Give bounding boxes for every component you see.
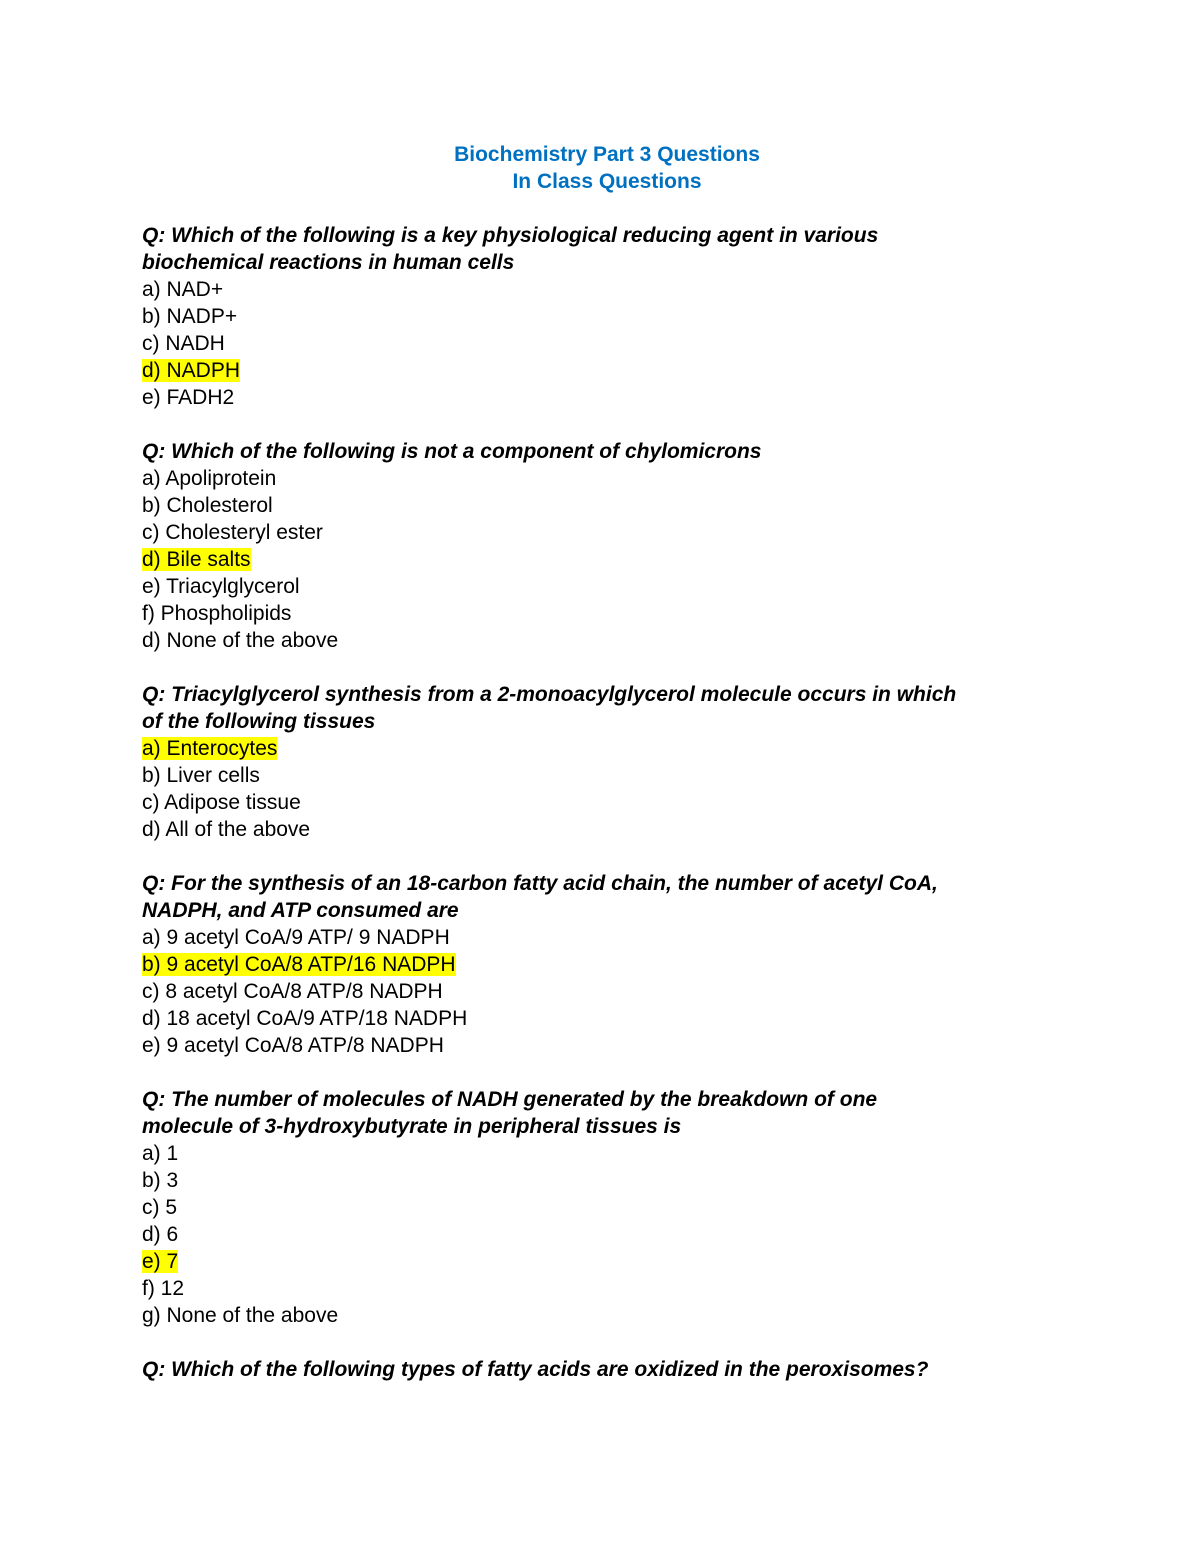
answer-option-text: b) 9 acetyl CoA/8 ATP/16 NADPH: [142, 953, 456, 976]
answer-option-text: g) None of the above: [142, 1304, 339, 1327]
answer-option-text: d) All of the above: [142, 818, 311, 841]
answer-option: [142, 573, 1072, 600]
answer-option-text: a) Enterocytes: [142, 737, 278, 760]
answer-option-text: f) Phospholipids: [142, 602, 292, 625]
document-title: Biochemistry Part 3 Questions: [454, 143, 760, 166]
answer-option-text: b) 3: [142, 1169, 179, 1192]
answer-option-text: c) Cholesteryl ester: [142, 521, 323, 544]
answer-option-text: d) Bile salts: [142, 548, 251, 571]
answer-option-text: d) NADPH: [142, 359, 241, 382]
answer-option: [142, 924, 1072, 951]
question-list: [142, 222, 1072, 1383]
question-text: Q: Which of the following is not a component of chylomicrons: [142, 440, 762, 463]
answer-option-text: d) 6: [142, 1223, 179, 1246]
question-text: Q: The number of molecules of NADH generated by the breakdown of one: [142, 1088, 878, 1111]
question-block: [142, 1086, 1072, 1329]
answer-option: [142, 627, 1072, 654]
answer-option-highlighted: [142, 357, 1072, 384]
question-block: [142, 870, 1072, 1059]
answer-option: [142, 816, 1072, 843]
answer-option-text: e) 7: [142, 1250, 179, 1273]
answer-option: [142, 1221, 1072, 1248]
question-text: molecule of 3-hydroxybutyrate in peripheral tissues is: [142, 1115, 682, 1138]
answer-option: [142, 1167, 1072, 1194]
answer-option: [142, 1005, 1072, 1032]
answer-option-text: b) NADP+: [142, 305, 238, 328]
answer-option-text: d) 18 acetyl CoA/9 ATP/18 NADPH: [142, 1007, 468, 1030]
answer-option: [142, 1275, 1072, 1302]
question-block: [142, 681, 1072, 843]
question-text: Q: Which of the following is a key physiological reducing agent in various: [142, 224, 879, 247]
question-text: Q: Triacylglycerol synthesis from a 2-monoacylglycerol molecule occurs in which: [142, 683, 957, 706]
answer-option: [142, 1194, 1072, 1221]
question-text: of the following tissues: [142, 710, 376, 733]
document-page: [142, 141, 1072, 1410]
answer-option: [142, 600, 1072, 627]
question-text: biochemical reactions in human cells: [142, 251, 515, 274]
answer-option-text: a) NAD+: [142, 278, 224, 301]
answer-option: [142, 465, 1072, 492]
answer-option-text: e) Triacylglycerol: [142, 575, 300, 598]
answer-option-highlighted: [142, 546, 1072, 573]
answer-option-highlighted: [142, 735, 1072, 762]
answer-option: [142, 1140, 1072, 1167]
answer-option-text: a) Apoliprotein: [142, 467, 277, 490]
answer-option-text: c) Adipose tissue: [142, 791, 301, 814]
answer-option-text: c) 8 acetyl CoA/8 ATP/8 NADPH: [142, 980, 443, 1003]
question-block: [142, 222, 1072, 411]
answer-option: [142, 1032, 1072, 1059]
answer-option-text: c) NADH: [142, 332, 225, 355]
answer-option-highlighted: [142, 1248, 1072, 1275]
answer-option: [142, 519, 1072, 546]
answer-option-text: a) 9 acetyl CoA/9 ATP/ 9 NADPH: [142, 926, 450, 949]
answer-option-text: a) 1: [142, 1142, 179, 1165]
question-block: [142, 438, 1072, 654]
answer-option: [142, 1302, 1072, 1329]
title-block: [142, 141, 1072, 195]
answer-option-text: c) 5: [142, 1196, 178, 1219]
question-text: Q: For the synthesis of an 18-carbon fatty acid chain, the number of acetyl CoA,: [142, 872, 938, 895]
answer-option: [142, 978, 1072, 1005]
answer-option: [142, 303, 1072, 330]
document-subtitle: In Class Questions: [512, 170, 702, 193]
answer-option: [142, 492, 1072, 519]
answer-option-text: b) Liver cells: [142, 764, 260, 787]
answer-option: [142, 330, 1072, 357]
question-text: NADPH, and ATP consumed are: [142, 899, 459, 922]
question-block: [142, 1356, 1072, 1383]
answer-option-text: e) FADH2: [142, 386, 235, 409]
answer-option: [142, 762, 1072, 789]
answer-option: [142, 276, 1072, 303]
answer-option: [142, 789, 1072, 816]
answer-option: [142, 384, 1072, 411]
answer-option-text: b) Cholesterol: [142, 494, 273, 517]
question-text: Q: Which of the following types of fatty acids are oxidized in the peroxisomes?: [142, 1358, 929, 1381]
answer-option-highlighted: [142, 951, 1072, 978]
answer-option-text: f) 12: [142, 1277, 185, 1300]
answer-option-text: e) 9 acetyl CoA/8 ATP/8 NADPH: [142, 1034, 444, 1057]
answer-option-text: d) None of the above: [142, 629, 339, 652]
